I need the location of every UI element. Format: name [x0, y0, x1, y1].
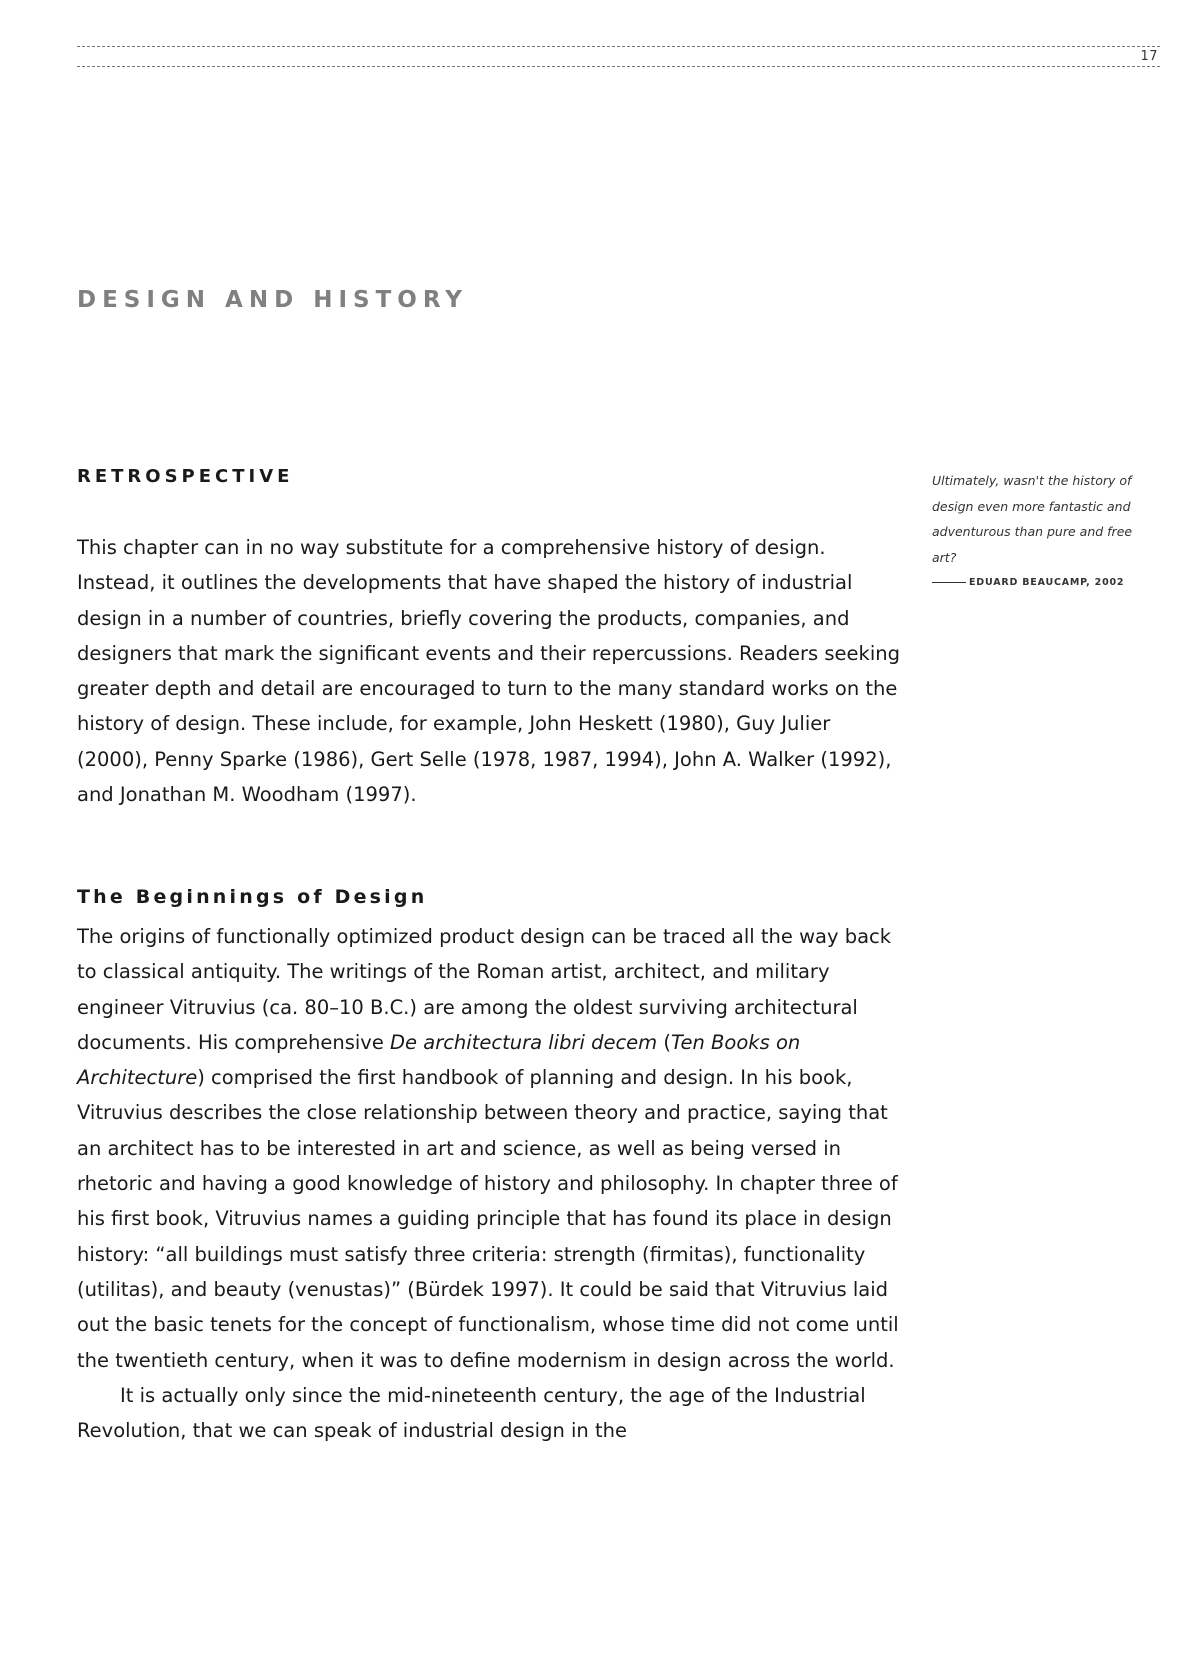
sidebar-quote — [932, 468, 1142, 596]
p1-text-b: ( — [657, 1030, 671, 1054]
attribution-dash — [932, 582, 966, 583]
intro-section — [77, 530, 907, 812]
section-heading: RETROSPECTIVE — [77, 466, 294, 487]
header-rule-bottom — [77, 66, 1160, 67]
book-title-english: Ten Books on Architecture — [77, 1030, 801, 1090]
header-rule-top — [77, 46, 1160, 47]
page-number: 17 — [1140, 49, 1158, 64]
subheading-beginnings: The Beginnings of Design — [77, 886, 428, 908]
p1-text-a: The origins of functionally optimized product design can be traced all the way back to classical antiquity. The writings of the Roman artist, architect, and military engineer Vitruvius (ca. 80–10 B.C.) are among the oldest surviving architectural documents. His comprehensive — [77, 925, 892, 1054]
beginnings-paragraph-2: It is actually only since the mid-nineteenth century, the age of the Industrial Revolution, that we can speak of industrial design in the — [77, 1383, 866, 1443]
quote-text: Ultimately, wasn't the history of design even more fantastic and adventurous than pure and free art? — [932, 473, 1133, 565]
p1-text-c: ) comprised the first handbook of planning and design. In his book, Vitruvius describes the close relationship between theory and practice, saying that an architect has to be interested in art and science, as well as being versed in rhetoric and having a good knowledge of history and philosophy. In chapter three of his first book, Vitruvius names a guiding principle that has found its place in design history: “all buildings must satisfy three criteria: strength (firmitas), functionality (utilitas), and beauty (venustas)” (Bürdek 1997). It could be said that Vitruvius laid out the basic tenets for the concept of functionalism, whose time did not come until the twentieth century, when it was to define modernism in design across the world. — [77, 1066, 899, 1372]
intro-paragraph: This chapter can in no way substitute for a comprehensive history of design. Instead, it outlines the developments that have shaped the history of industrial design in a number of countries, briefly covering the products, companies, and designers that mark the significant events and their repercussions. Readers seeking greater depth and detail are encouraged to turn to the many standard works on the history of design. These include, for example, John Heskett (1980), Guy Julier (2000), Penny Sparke (1986), Gert Selle (1978, 1987, 1994), John A. Walker (1992), and Jonathan M. Woodham (1997). — [77, 536, 900, 807]
attribution-text: EDUARD BEAUCAMP, 2002 — [969, 577, 1125, 588]
chapter-title: DESIGN AND HISTORY — [77, 287, 468, 313]
book-title-latin: De architectura libri decem — [390, 1030, 658, 1054]
beginnings-section — [77, 919, 907, 1448]
beginnings-paragraph-1 — [77, 919, 907, 1378]
quote-attribution — [932, 570, 1142, 596]
